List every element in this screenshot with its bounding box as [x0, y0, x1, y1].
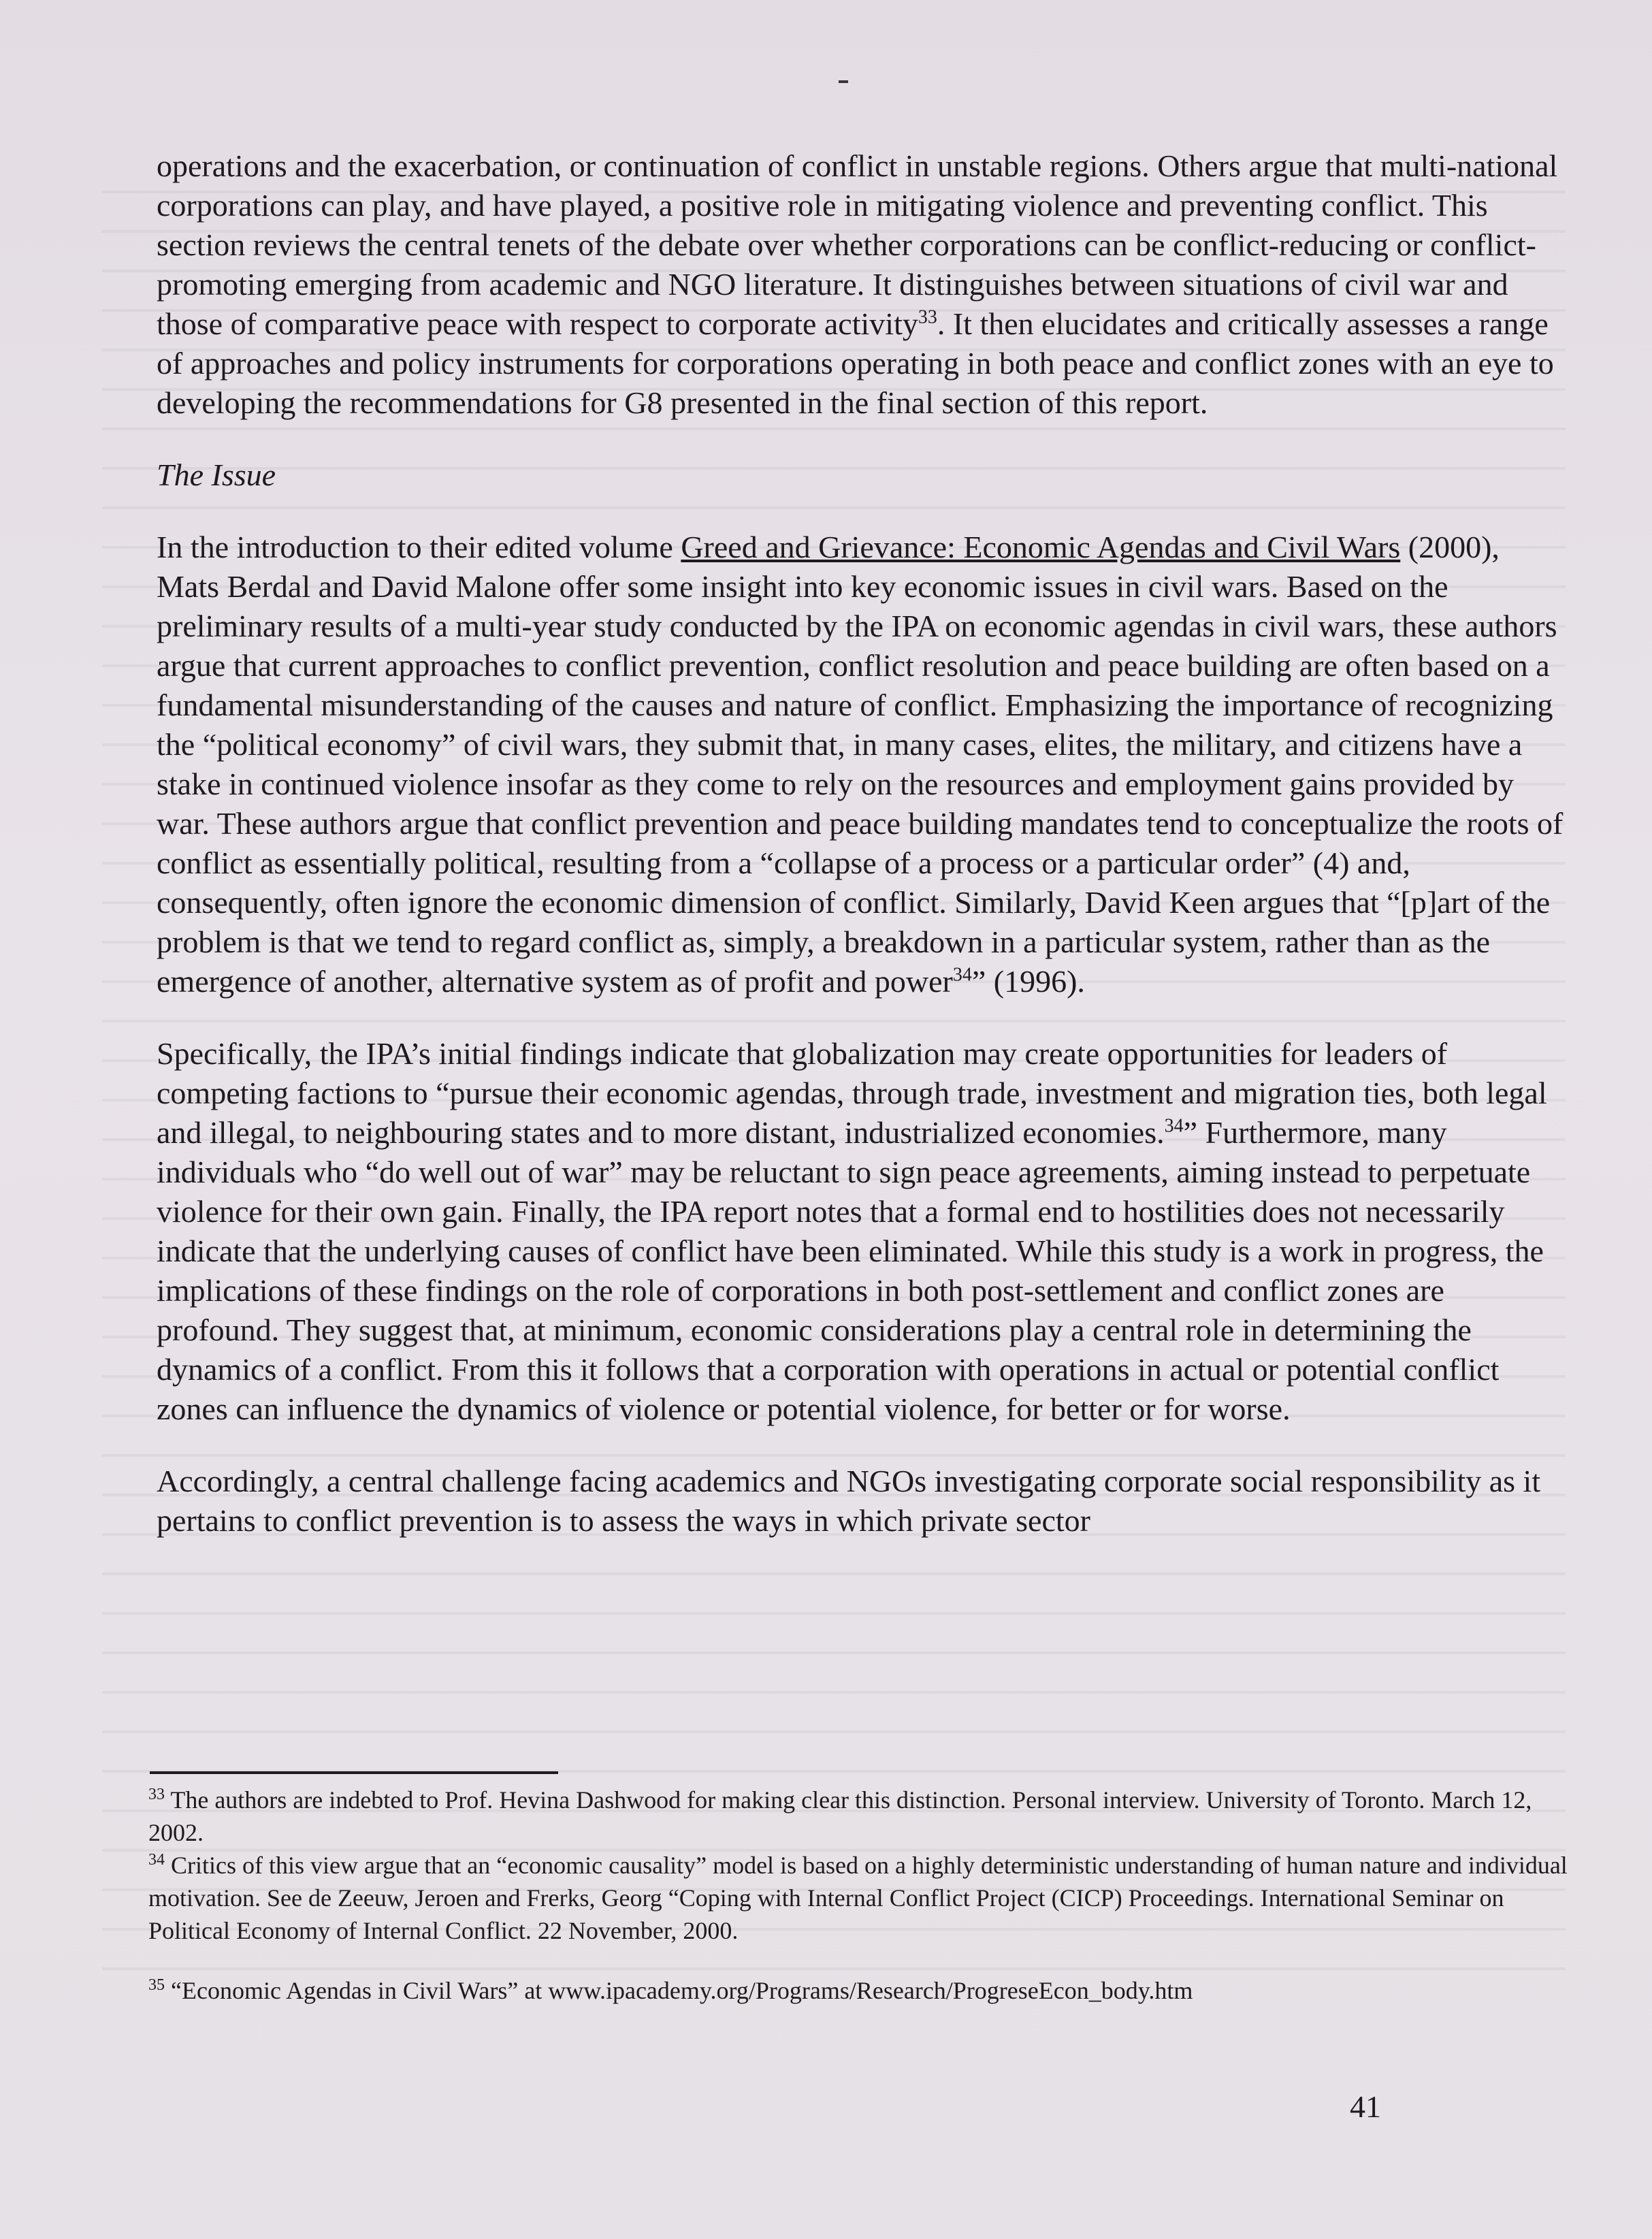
- footnote-divider: [150, 1771, 558, 1774]
- book-title: Greed and Grievance: Economic Agendas and Civil Wars: [681, 530, 1401, 564]
- footnote-34: $^{34}$ Critics of this view argue that an “economic causality” model is based on a highly deterministic understanding of human nature and individual motivation. See de Zeeuw, Jeroen and Frerks, Georg “Coping with Internal Conflict Project (CICP) Proceedings. International Seminar on Political Economy of Internal Conflict. 22 November, 2000.: [148, 1851, 1568, 1944]
- paragraph-3: Specifically, the IPA’s initial findings indicate that globalization may create opportunities for leaders of competing factions to “pursue their economic agendas, through trade, investment and migration ties, both legal and illegal, to neighbouring states and to more distant, industrialized economies.$^{34}$” Furthermore, many individuals who “do well out of war” may be reluctant to sign peace agreements, aiming instead to perpetuate violence for their own gain. Finally, the IPA report notes that a formal end to hostilities does not necessarily indicate that the underlying causes of conflict have been eliminated. While this study is a work in progress, the implications of these findings on the role of corporations in both post-settlement and conflict zones are profound. They suggest that, at minimum, economic considerations play a central role in determining the dynamics of a conflict. From this it follows that a corporation with operations in actual or potential conflict zones can influence the dynamics of violence or potential violence, for better or for worse.: [157, 1036, 1547, 1426]
- footnote-33: $^{33}$ The authors are indebted to Prof. Hevina Dashwood for making clear this distinction. Personal interview. University of Toronto. March 12, 2002.: [148, 1786, 1532, 1846]
- section-heading: The Issue: [157, 457, 276, 492]
- footnote-ref-33: 33: [918, 306, 937, 328]
- footnote-ref-34: 34: [952, 964, 972, 986]
- footnote-ref-34b: 34: [1164, 1115, 1184, 1137]
- footnote-35: $^{35}$ “Economic Agendas in Civil Wars” at www.ipacademy.org/Programs/Research/ProgreseEcon_body.htm: [148, 1976, 1193, 2004]
- scan-mark: [839, 80, 848, 83]
- paragraph-1: operations and the exacerbation, or continuation of conflict in unstable regions. Others argue that multi-national corporations can play, and have played, a positive role in mitigating violence and preventing conflict. This section reviews the central tenets of the debate over whether corporations can be conflict-reducing or conflict-promoting emerging from academic and NGO literature. It distinguishes between situations of civil war and those of comparative peace with respect to corporate activity$^{33}$. It then elucidates and critically assesses a range of approaches and policy instruments for corporations operating in both peace and conflict zones with an eye to developing the recommendations for G8 presented in the final section of this report.: [157, 148, 1558, 420]
- body-text: [157, 146, 1569, 1573]
- page-number: 41: [1350, 2089, 1381, 2124]
- footnotes: [148, 1784, 1578, 2007]
- paragraph-2: In the introduction to their edited volume Greed and Grievance: Economic Agendas and Civil Wars (2000), Mats Berdal and David Malone offer some insight into key economic issues in civil wars. Based on the preliminary results of a multi-year study conducted by the IPA on economic agendas in civil wars, these authors argue that current approaches to conflict prevention, conflict resolution and peace building are often based on a fundamental misunderstanding of the causes and nature of conflict. Emphasizing the importance of recognizing the “political economy” of civil wars, they submit that, in many cases, elites, the military, and citizens have a stake in continued violence insofar as they come to rely on the resources and employment gains provided by war. These authors argue that conflict prevention and peace building mandates tend to conceptualize the roots of conflict as essentially political, resulting from a “collapse of a process or a particular order” (4) and, consequently, often ignore the economic dimension of conflict. Similarly, David Keen argues that “[p]art of the problem is that we tend to regard conflict as, simply, a breakdown in a particular system, rather than as the emergence of another, alternative system as of profit and power$^{34}$” (1996).: [157, 530, 1564, 999]
- paragraph-4: Accordingly, a central challenge facing academics and NGOs investigating corporate social responsibility as it pertains to conflict prevention is to assess the ways in which private sector: [157, 1464, 1541, 1538]
